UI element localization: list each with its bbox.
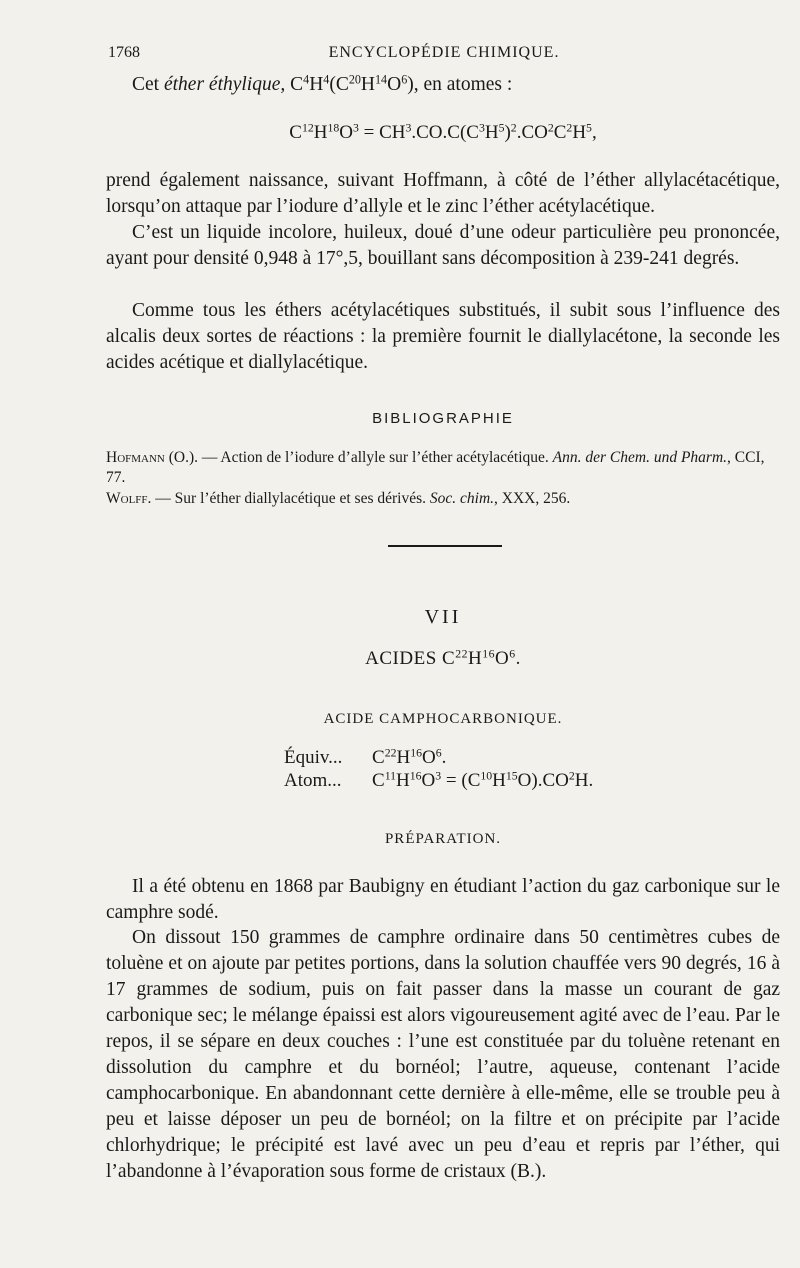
bibliography-entry: Wolff. — Sur l’éther diallylacétique et ses dérivés. Soc. chim., XXX, 256. [106, 490, 571, 507]
atom-row [284, 769, 593, 792]
section-title: ACIDES $C^{22}H^{16}O^6$. [365, 647, 521, 669]
page-number: 1768 [108, 44, 140, 61]
ester-formula: $C^{12}H^{18}O^3 = CH^3.CO.C(C^3H^5)^2.CO^2C^2H^5$, [289, 121, 597, 143]
preparation-paragraph-2: On dissout 150 grammes de camphre ordinaire dans 50 centimètres cubes de toluène et on ajoute par petites portions, dans la solution chauffée vers 90 degrés, 16 à 17 grammes de sodium, puis on fait passer dans la masse un courant de gaz carbonique sec; le mélange épaissi est alors vigoureusement agité avec de l’eau. Par le repos, il se sépare en deux couches : l’une est constituée par du toluène retenant en dissolution du camphre et du bornéol; l’autre, aqueuse, contenant l’acide camphocarbonique. En abandonnant cette dernière à elle-même, elle se trouble peu à peu et laisse déposer un peu de bornéol; on la filtre et on précipite par l’acide chlorhydrique; le précipité est lavé avec un peu d’eau et repris par l’éther, qui l’abandonne à l’évaporation sous forme de cristaux (B.). [106, 927, 780, 1182]
section-divider [388, 545, 502, 547]
bib-journal: Soc. chim. [429, 490, 495, 507]
bibliography-entry: Hofmann (O.). — Action de l’iodure d’allyle sur l’éther acétylacétique. Ann. der Chem. und Pharm., CCI, 77. [106, 449, 765, 486]
intro-line [106, 72, 780, 98]
bib-author: Wolff. [106, 490, 152, 507]
paragraph-properties: C’est un liquide incolore, huileux, doué d’une odeur particulière peu prononcée, ayant pour densité 0,948 à 17°,5, bouillant sans décomposition à 239-241 degrés. [106, 222, 780, 269]
equiv-row [284, 746, 593, 769]
intro-formula: $C^4H^4(C^{20}H^{14}O^6)$, en atomes : [290, 72, 513, 95]
running-title: ENCYCLOPÉDIE CHIMIQUE. [328, 44, 560, 61]
preparation-paragraph-1: Il a été obtenu en 1868 par Baubigny en étudiant l’action du gaz carbonique sur le camphre sodé. [106, 876, 780, 923]
bib-author: Hofmann [106, 449, 165, 466]
atom-formula: $C^{11}H^{16}O^3 = (C^{10}H^{15}O).CO^2H$. [372, 769, 594, 791]
formula-table [284, 746, 593, 792]
atom-label: Atom... [284, 770, 342, 791]
compound-title: ACIDE CAMPHOCARBONIQUE. [323, 711, 563, 727]
bibliography-title: BIBLIOGRAPHIE [372, 410, 514, 427]
section-number: VII [424, 606, 462, 628]
equiv-label: Équiv... [284, 747, 343, 768]
paragraph-formation: prend également naissance, suivant Hoffmann, à côté de l’éther allylacétacétique, lorsqu’on attaque par l’iodure d’allyle et le zinc l’éther acétylacétique. [106, 170, 780, 217]
bib-journal: Ann. der Chem. und Pharm. [552, 449, 728, 466]
equiv-formula: $C^{22}H^{16}O^6$. [372, 746, 447, 768]
page-header [108, 44, 780, 70]
preparation-title: PRÉPARATION. [384, 831, 502, 847]
ether-name: éther éthylique, [163, 74, 286, 95]
intro-cet: Cet [132, 74, 160, 95]
paragraph-reactions: Comme tous les éthers acétylacétiques substitués, il subit sous l’influence des alcalis deux sortes de réactions : la première fournit le diallylacétone, la seconde les acides acétique et diallylacétique. [106, 300, 780, 373]
